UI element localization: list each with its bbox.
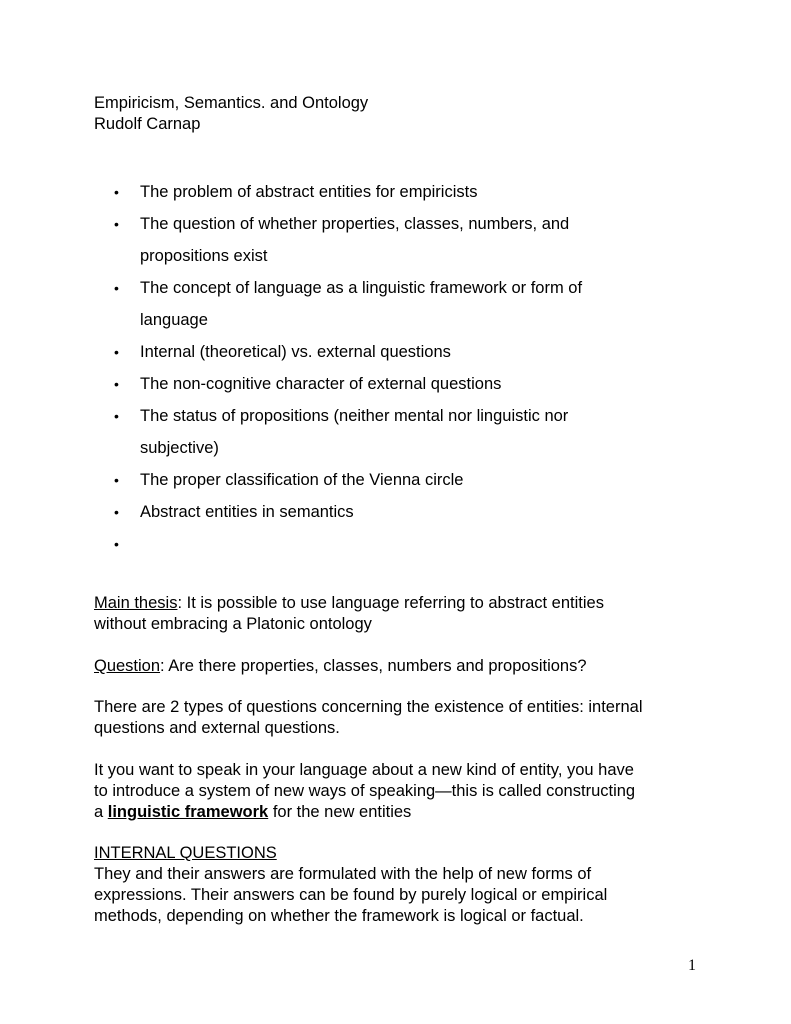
bullet-item: • Internal (theoretical) vs. external questions [94, 336, 654, 368]
document-title: Empiricism, Semantics. and Ontology [94, 94, 369, 112]
internal-questions-section: INTERNAL QUESTIONS They and their answers are formulated with the help of new forms of expressions. Their answers can be found by purely logical or empirical methods, depending on whether the framework is logical or factual. [94, 844, 608, 925]
bullet-item: • Abstract entities in semantics [94, 496, 654, 528]
linguistic-framework-term: linguistic framework [107, 803, 269, 821]
bullet-item: • The status of propositions (neither mental nor linguistic nor subjective) [94, 400, 654, 464]
bullet-item: • The concept of language as a linguistic framework or form of language [94, 272, 654, 336]
topic-bullet-list [94, 176, 654, 560]
bullet-icon: • [114, 472, 119, 488]
bullet-item-empty [94, 528, 654, 560]
question-label: Question [94, 657, 161, 675]
bullet-icon: • [114, 504, 119, 520]
main-thesis-label: Main thesis [94, 594, 178, 612]
internal-questions-heading: INTERNAL QUESTIONS [94, 844, 277, 862]
bullet-icon: • [114, 536, 119, 552]
bullet-icon: • [114, 184, 119, 200]
bullet-item: • The problem of abstract entities for empiricists [94, 176, 654, 208]
bullet-icon: • [114, 408, 119, 424]
bullet-icon: • [114, 280, 119, 296]
question-paragraph: Question: Are there properties, classes, numbers and propositions? [94, 657, 587, 675]
bullet-icon: • [114, 216, 119, 232]
bullet-item: • The question of whether properties, classes, numbers, and propositions exist [94, 208, 654, 272]
linguistic-framework-paragraph: It you want to speak in your language about a new kind of entity, you have to introduce a system of new ways of speaking—this is called constructing a linguistic framework for the new entities [94, 761, 636, 821]
bullet-icon: • [114, 376, 119, 392]
page-number: 1 [688, 957, 696, 974]
question-types-paragraph: There are 2 types of questions concerning the existence of entities: internal questions and external questions. [94, 698, 643, 737]
bullet-item: • The proper classification of the Vienna circle [94, 464, 654, 496]
document-header [94, 93, 368, 135]
bullet-icon: • [114, 344, 119, 360]
bullet-item: • The non-cognitive character of external questions [94, 368, 654, 400]
document-author: Rudolf Carnap [94, 115, 201, 133]
main-thesis-paragraph: Main thesis: It is possible to use language referring to abstract entities without embracing a Platonic ontology [94, 594, 604, 633]
